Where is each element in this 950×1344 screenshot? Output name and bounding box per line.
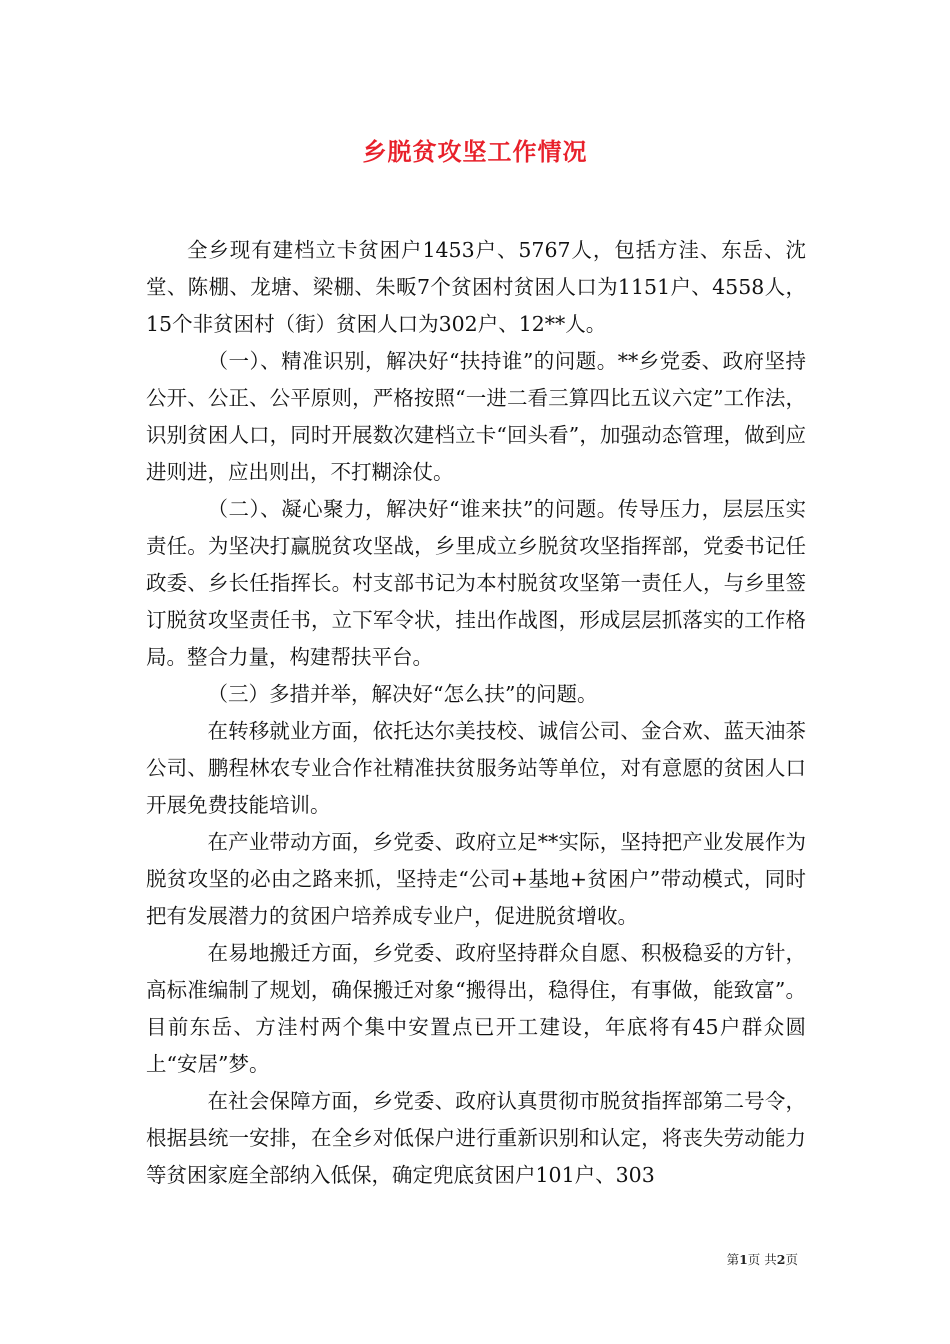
document-body xyxy=(146,232,806,1194)
footer-total-pages: 2 xyxy=(776,1252,786,1267)
paragraph-section-3: （三）多措并举，解决好“怎么扶”的问题。 xyxy=(207,682,598,706)
footer-middle: 页 共 xyxy=(747,1252,777,1267)
paragraph-social-security: 在社会保障方面，乡党委、政府认真贯彻市脱贫指挥部第二号令，根据县统一安排，在全乡对低保户进行重新识别和认定，将丧失劳动能力等贫困家庭全部纳入低保，确定兜底贫困户101户、303 xyxy=(146,1089,806,1187)
page-number-footer xyxy=(727,1250,798,1268)
paragraph-overview: 全乡现有建档立卡贫困户1453户、5767人，包括方洼、东岳、沈堂、陈棚、龙塘、梁棚、朱畈7个贫困村贫困人口为1151户、4558人，15个非贫困村（街）贫困人口为302户、12**人。 xyxy=(146,238,806,336)
paragraph-section-2: （二）、凝心聚力，解决好“谁来扶”的问题。传导压力，层层压实责任。为坚决打赢脱贫攻坚战，乡里成立乡脱贫攻坚指挥部，党委书记任政委、乡长任指挥长。村支部书记为本村脱贫攻坚第一责任人，与乡里签订脱贫攻坚责任书，立下军令状，挂出作战图，形成层层抓落实的工作格局。整合力量，构建帮扶平台。 xyxy=(146,497,806,669)
paragraph-employment: 在转移就业方面，依托达尔美技校、诚信公司、金合欢、蓝天油茶公司、鹏程林农专业合作社精准扶贫服务站等单位，对有意愿的贫困人口开展免费技能培训。 xyxy=(146,719,806,817)
footer-current-page: 1 xyxy=(739,1252,748,1267)
footer-suffix: 页 xyxy=(785,1252,798,1267)
paragraph-relocation: 在易地搬迁方面，乡党委、政府坚持群众自愿、积极稳妥的方针，高标准编制了规划，确保搬迁对象“搬得出，稳得住，有事做，能致富”。目前东岳、方洼村两个集中安置点已开工建设，年底将有45户群众圆上“安居”梦。 xyxy=(146,941,806,1076)
document-title: 乡脱贫攻坚工作情况 xyxy=(362,137,588,166)
paragraph-section-1: （一）、精准识别，解决好“扶持谁”的问题。**乡党委、政府坚持公开、公正、公平原则，严格按照“一进二看三算四比五议六定”工作法，识别贫困人口，同时开展数次建档立卡“回头看”，加强动态管理，做到应进则进，应出则出，不打糊涂仗。 xyxy=(146,349,806,484)
footer-prefix: 第 xyxy=(726,1252,740,1267)
paragraph-industry: 在产业带动方面，乡党委、政府立足**实际，坚持把产业发展作为脱贫攻坚的必由之路来抓，坚持走“公司+基地+贫困户”带动模式，同时把有发展潜力的贫困户培养成专业户，促进脱贫增收。 xyxy=(146,830,806,928)
